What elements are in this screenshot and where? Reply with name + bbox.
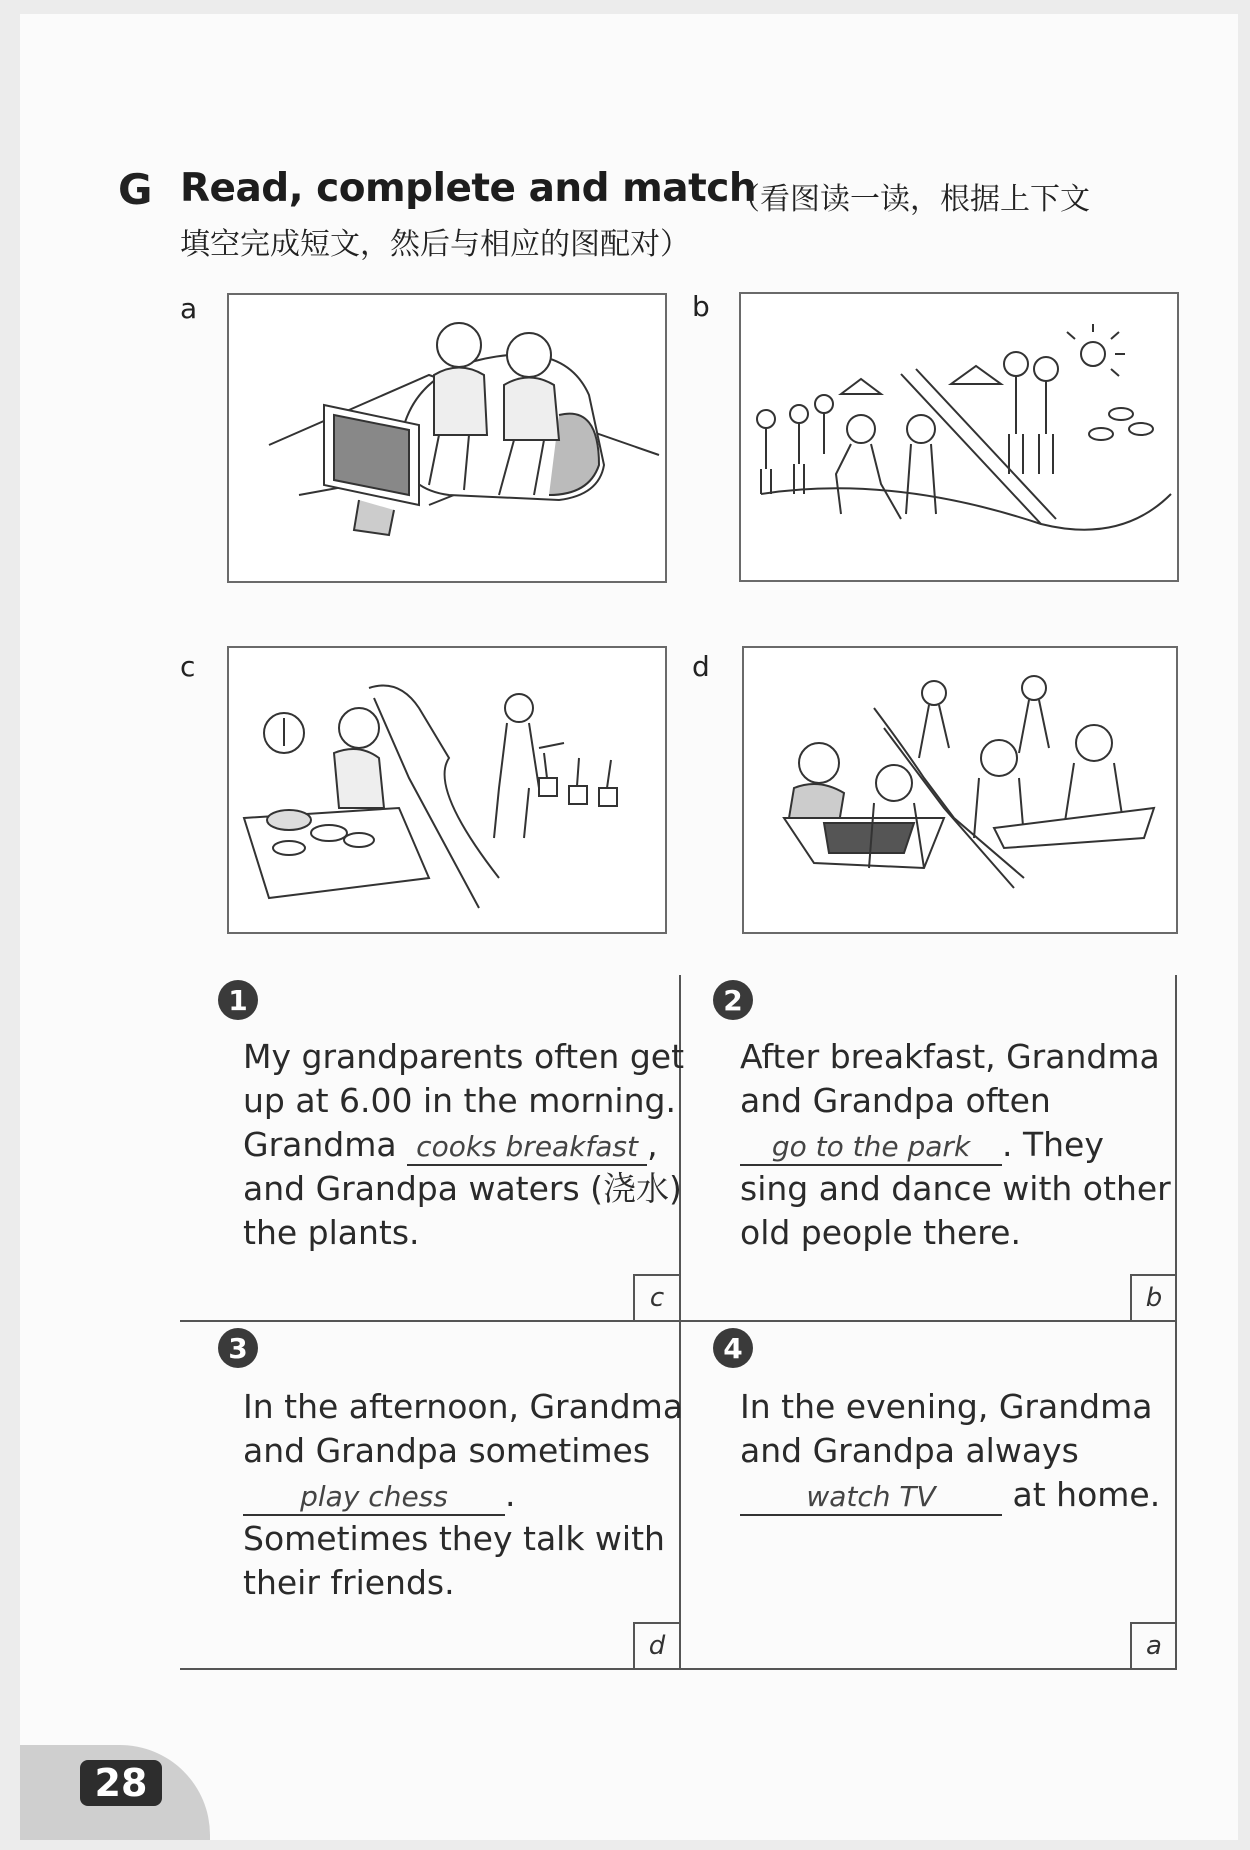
passage-3-line-4: Sometimes they talk with (243, 1519, 665, 1558)
passage-3-line-5: their friends. (243, 1563, 455, 1602)
picture-d-chess[interactable] (742, 646, 1178, 934)
answer-blank-1[interactable]: cooks breakfast (407, 1130, 647, 1166)
answer-blank-4[interactable]: watch TV (740, 1480, 1002, 1516)
passage-1-text (243, 1035, 684, 1255)
passage-4-text (740, 1385, 1160, 1517)
picture-label-a: a (180, 292, 198, 325)
passage-2-line-3 (740, 1123, 1171, 1167)
picture-c-cooking[interactable] (227, 646, 667, 934)
page-number: 28 (80, 1760, 162, 1806)
grid-divider-horizontal (180, 1320, 1176, 1322)
match-box-4[interactable]: a (1130, 1622, 1176, 1668)
picture-a-watching-tv[interactable] (227, 293, 667, 583)
answer-blank-3[interactable]: play chess (243, 1480, 505, 1516)
passage-number-3: 3 (218, 1328, 258, 1368)
passage-1-line-3-post: , (647, 1125, 658, 1164)
instruction-line-1: （看图读一读，根据上下文 (730, 182, 1090, 217)
passage-2-text (740, 1035, 1171, 1255)
match-box-2[interactable]: b (1130, 1274, 1176, 1320)
passage-4-line-3-post: at home. (1012, 1475, 1161, 1514)
match-box-3[interactable]: d (633, 1622, 679, 1668)
passage-1-line-5: the plants. (243, 1213, 420, 1252)
passage-3-line-2: and Grandpa sometimes (243, 1431, 651, 1470)
picture-label-b: b (692, 290, 710, 323)
section-letter: G (118, 165, 153, 214)
passage-2-line-5: old people there. (740, 1213, 1021, 1252)
passage-1-line-3 (243, 1123, 684, 1167)
passage-2-line-3-post: . They (1002, 1125, 1104, 1164)
match-box-1[interactable]: c (633, 1274, 679, 1320)
passage-2-line-2: and Grandpa often (740, 1081, 1051, 1120)
passage-number-1: 1 (218, 980, 258, 1020)
passage-3-line-1: In the afternoon, Grandma (243, 1387, 684, 1426)
passage-1-line-1: My grandparents often get (243, 1037, 685, 1076)
passage-1-line-3-pre: Grandma (243, 1125, 397, 1164)
passage-2-line-1: After breakfast, Grandma (740, 1037, 1160, 1076)
passage-1-line-4: and Grandpa waters (浇水) (243, 1169, 682, 1208)
picture-b-park[interactable] (739, 292, 1179, 582)
passage-3-line-3 (243, 1473, 683, 1517)
section-title: Read, complete and match (180, 166, 757, 211)
grid-divider-right (1175, 975, 1177, 1670)
grid-divider-bottom (180, 1668, 1176, 1670)
answer-blank-2[interactable]: go to the park (740, 1130, 1002, 1166)
picture-label-c: c (180, 650, 196, 683)
passage-4-line-3 (740, 1473, 1160, 1517)
passage-number-4: 4 (713, 1328, 753, 1368)
passage-2-line-4: sing and dance with other (740, 1169, 1171, 1208)
passage-1-line-2: up at 6.00 in the morning. (243, 1081, 676, 1120)
passage-number-2: 2 (713, 980, 753, 1020)
passage-4-line-2: and Grandpa always (740, 1431, 1079, 1470)
picture-label-d: d (692, 650, 710, 683)
passage-4-line-1: In the evening, Grandma (740, 1387, 1153, 1426)
passage-3-line-3-post: . (505, 1475, 516, 1514)
passage-3-text (243, 1385, 683, 1605)
instruction-line-2: 填空完成短文，然后与相应的图配对） (180, 227, 690, 262)
